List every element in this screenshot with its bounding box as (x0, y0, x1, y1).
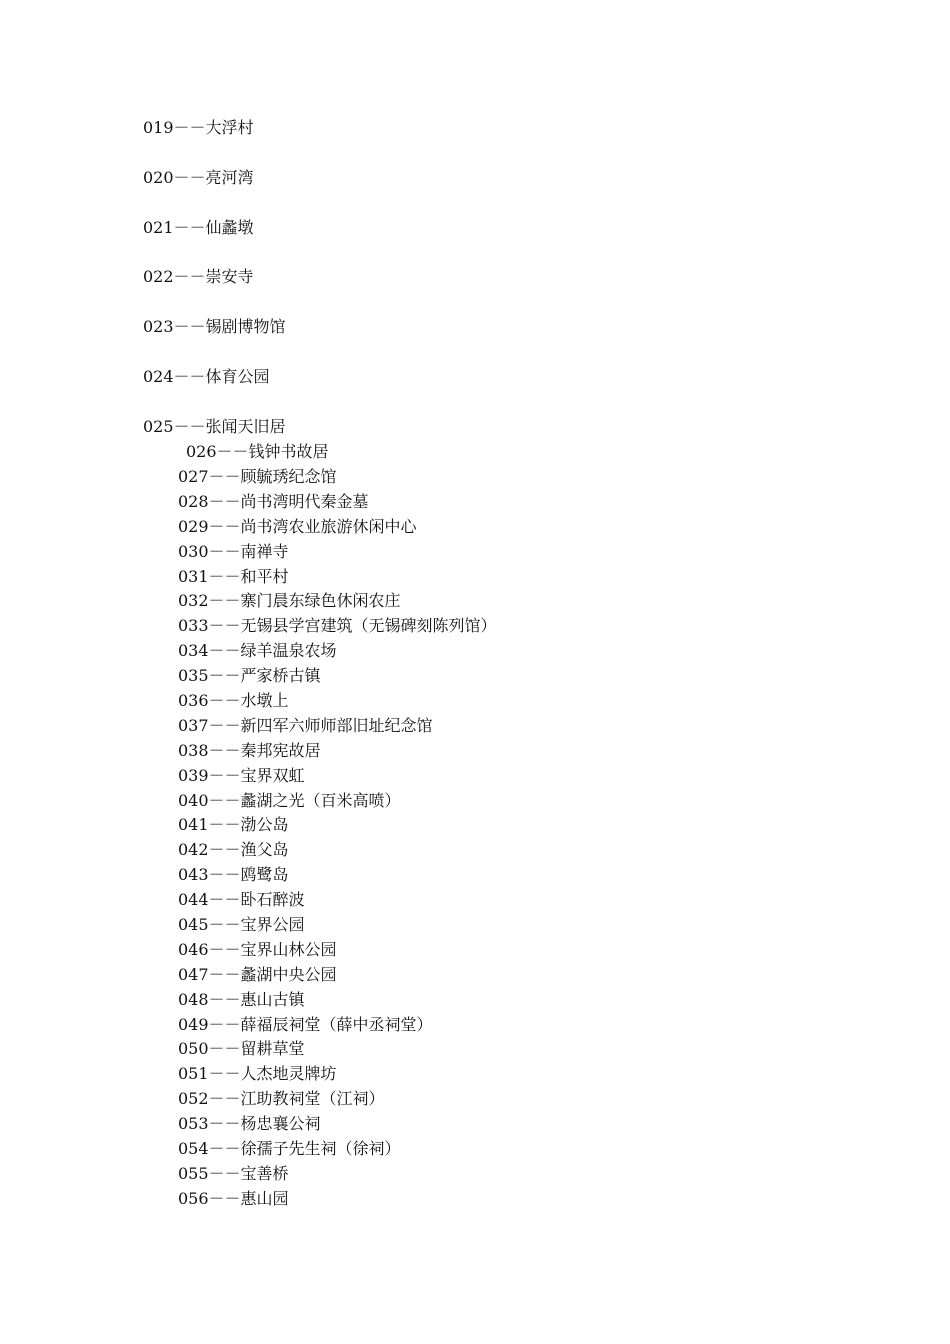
entry-list-b (186, 440, 329, 465)
list-item: 024－－体育公园 (143, 366, 270, 386)
list-item: 056－－惠山园 (178, 1188, 289, 1208)
list-item: 050－－留耕草堂 (178, 1039, 305, 1059)
list-item: 047－－蠡湖中央公园 (178, 964, 337, 984)
list-item: 019－－大浮村 (143, 118, 254, 137)
list-item: 048－－惠山古镇 (178, 989, 305, 1009)
list-item: 054－－徐孺子先生祠（徐祠） (178, 1139, 401, 1159)
list-item: 049－－薛福辰祠堂（薛中丞祠堂） (178, 1014, 433, 1034)
list-item: 030－－南禅寺 (178, 541, 289, 561)
list-item: 038－－秦邦宪故居 (178, 740, 321, 760)
list-item: 025－－张闻天旧居 (143, 416, 286, 436)
list-item: 051－－人杰地灵牌坊 (178, 1064, 337, 1084)
list-item: 037－－新四军六师师部旧址纪念馆 (178, 715, 433, 735)
list-item: 044－－卧石醉波 (178, 890, 305, 910)
list-item: 036－－水墩上 (178, 691, 289, 711)
entry-list-c (178, 465, 497, 1212)
list-item: 046－－宝界山林公园 (178, 939, 337, 959)
list-item: 022－－崇安寺 (143, 267, 254, 287)
list-item: 043－－鸥鹭岛 (178, 865, 289, 885)
list-item: 031－－和平村 (178, 566, 289, 586)
list-item: 032－－寨门晨东绿色休闲农庄 (178, 591, 401, 611)
list-item: 027－－顾毓琇纪念馆 (178, 467, 337, 486)
entry-list-a (143, 116, 286, 465)
list-item: 040－－蠡湖之光（百米高喷） (178, 790, 401, 810)
list-item: 042－－渔父岛 (178, 840, 289, 860)
list-item: 023－－锡剧博物馆 (143, 317, 286, 337)
list-item: 041－－渤公岛 (178, 815, 289, 835)
list-item: 052－－江助教祠堂（江祠） (178, 1089, 385, 1109)
list-item: 034－－绿羊温泉农场 (178, 641, 337, 661)
list-item: 055－－宝善桥 (178, 1163, 289, 1183)
list-item: 039－－宝界双虹 (178, 765, 305, 785)
list-item: 035－－严家桥古镇 (178, 666, 321, 686)
list-item: 021－－仙蠡墩 (143, 217, 254, 237)
list-item: 033－－无锡县学宫建筑（无锡碑刻陈列馆） (178, 616, 497, 636)
list-item: 053－－杨忠襄公祠 (178, 1114, 321, 1134)
list-item: 029－－尚书湾农业旅游休闲中心 (178, 516, 417, 536)
list-item: 020－－亮河湾 (143, 167, 254, 187)
list-item: 026－－钱钟书故居 (186, 442, 329, 461)
list-item: 028－－尚书湾明代秦金墓 (178, 491, 369, 511)
list-item: 045－－宝界公园 (178, 915, 305, 935)
